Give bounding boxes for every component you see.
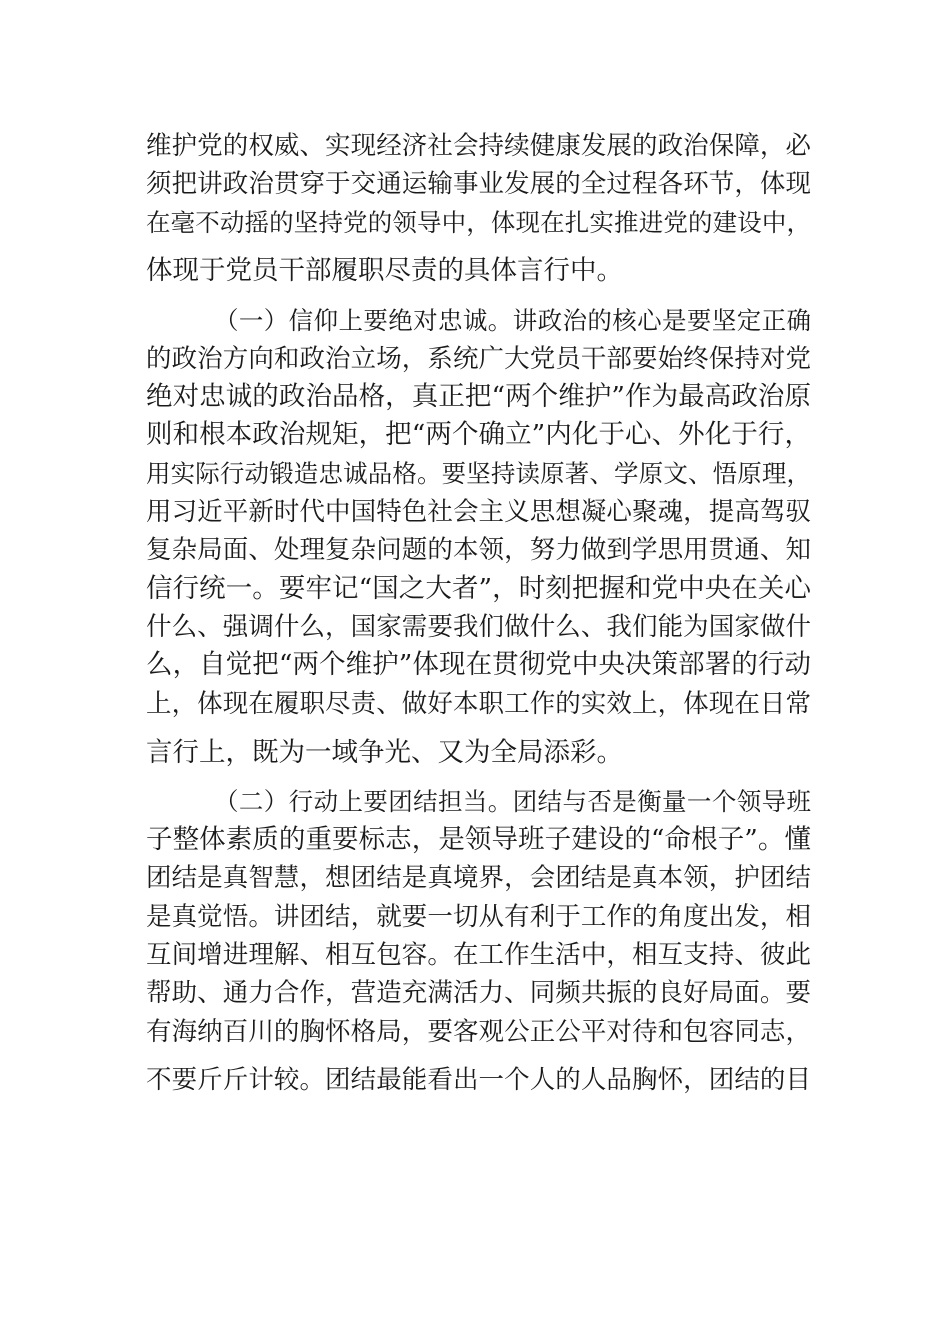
text-line: 不要斤斤计较。团结最能看出一个人的人品胸怀，团结的目 [146, 1065, 811, 1095]
paragraph-heading-line: （一）信仰上要绝对忠诚。讲政治的核心是要坚定正确 [214, 306, 811, 335]
text-line: 有海纳百川的胸怀格局，要客观公正公平对待和包容同志， [146, 1017, 811, 1047]
paragraph-heading-line: （二）行动上要团结担当。团结与否是衡量一个领导班 [214, 787, 811, 816]
text-line: 绝对忠诚的政治品格，真正把“两个维护”作为最高政治原 [146, 381, 811, 412]
text-line: 子整体素质的重要标志，是领导班子建设的“命根子”。懂 [146, 824, 811, 855]
text-line: 在毫不动摇的坚持党的领导中，体现在扎实推进党的建设中， [146, 208, 811, 237]
text-line: 么，自觉把“两个维护”体现在贯彻党中央决策部署的行动 [146, 649, 811, 680]
text-line: 维护党的权威、实现经济社会持续健康发展的政治保障，必 [146, 131, 811, 161]
text-line: 的政治方向和政治立场，系统广大党员干部要始终保持对党 [146, 344, 811, 374]
text-line: 言行上，既为一域争光、又为全局添彩。 [146, 737, 623, 768]
text-line: 须把讲政治贯穿于交通运输事业发展的全过程各环节，体现 [146, 169, 811, 199]
text-line: 什么、强调什么，国家需要我们做什么、我们能为国家做什 [146, 612, 811, 642]
text-line: 信行统一。要牢记“国之大者”，时刻把握和党中央在关心 [146, 573, 811, 604]
text-line: 上，体现在履职尽责、做好本职工作的实效上，体现在日常 [146, 689, 811, 719]
text-line: 是真觉悟。讲团结，就要一切从有利于工作的角度出发，相 [146, 902, 811, 932]
text-line: 互间增进理解、相互包容。在工作生活中，相互支持、彼此 [146, 940, 811, 970]
text-line: 则和根本政治规矩，把“两个确立”内化于心、外化于行， [146, 419, 811, 450]
text-line: 用实际行动锻造忠诚品格。要坚持读原著、学原文、悟原理， [146, 459, 811, 488]
text-line: 帮助、通力合作，营造充满活力、同频共振的良好局面。要 [146, 978, 811, 1008]
text-line: 团结是真智慧，想团结是真境界，会团结是真本领，护团结 [146, 863, 811, 893]
text-line: 用习近平新时代中国特色社会主义思想凝心聚魂，提高驾驭 [146, 497, 811, 527]
text-line: 体现于党员干部履职尽责的具体言行中。 [146, 255, 623, 286]
text-line: 复杂局面、处理复杂问题的本领，努力做到学思用贯通、知 [146, 535, 811, 565]
